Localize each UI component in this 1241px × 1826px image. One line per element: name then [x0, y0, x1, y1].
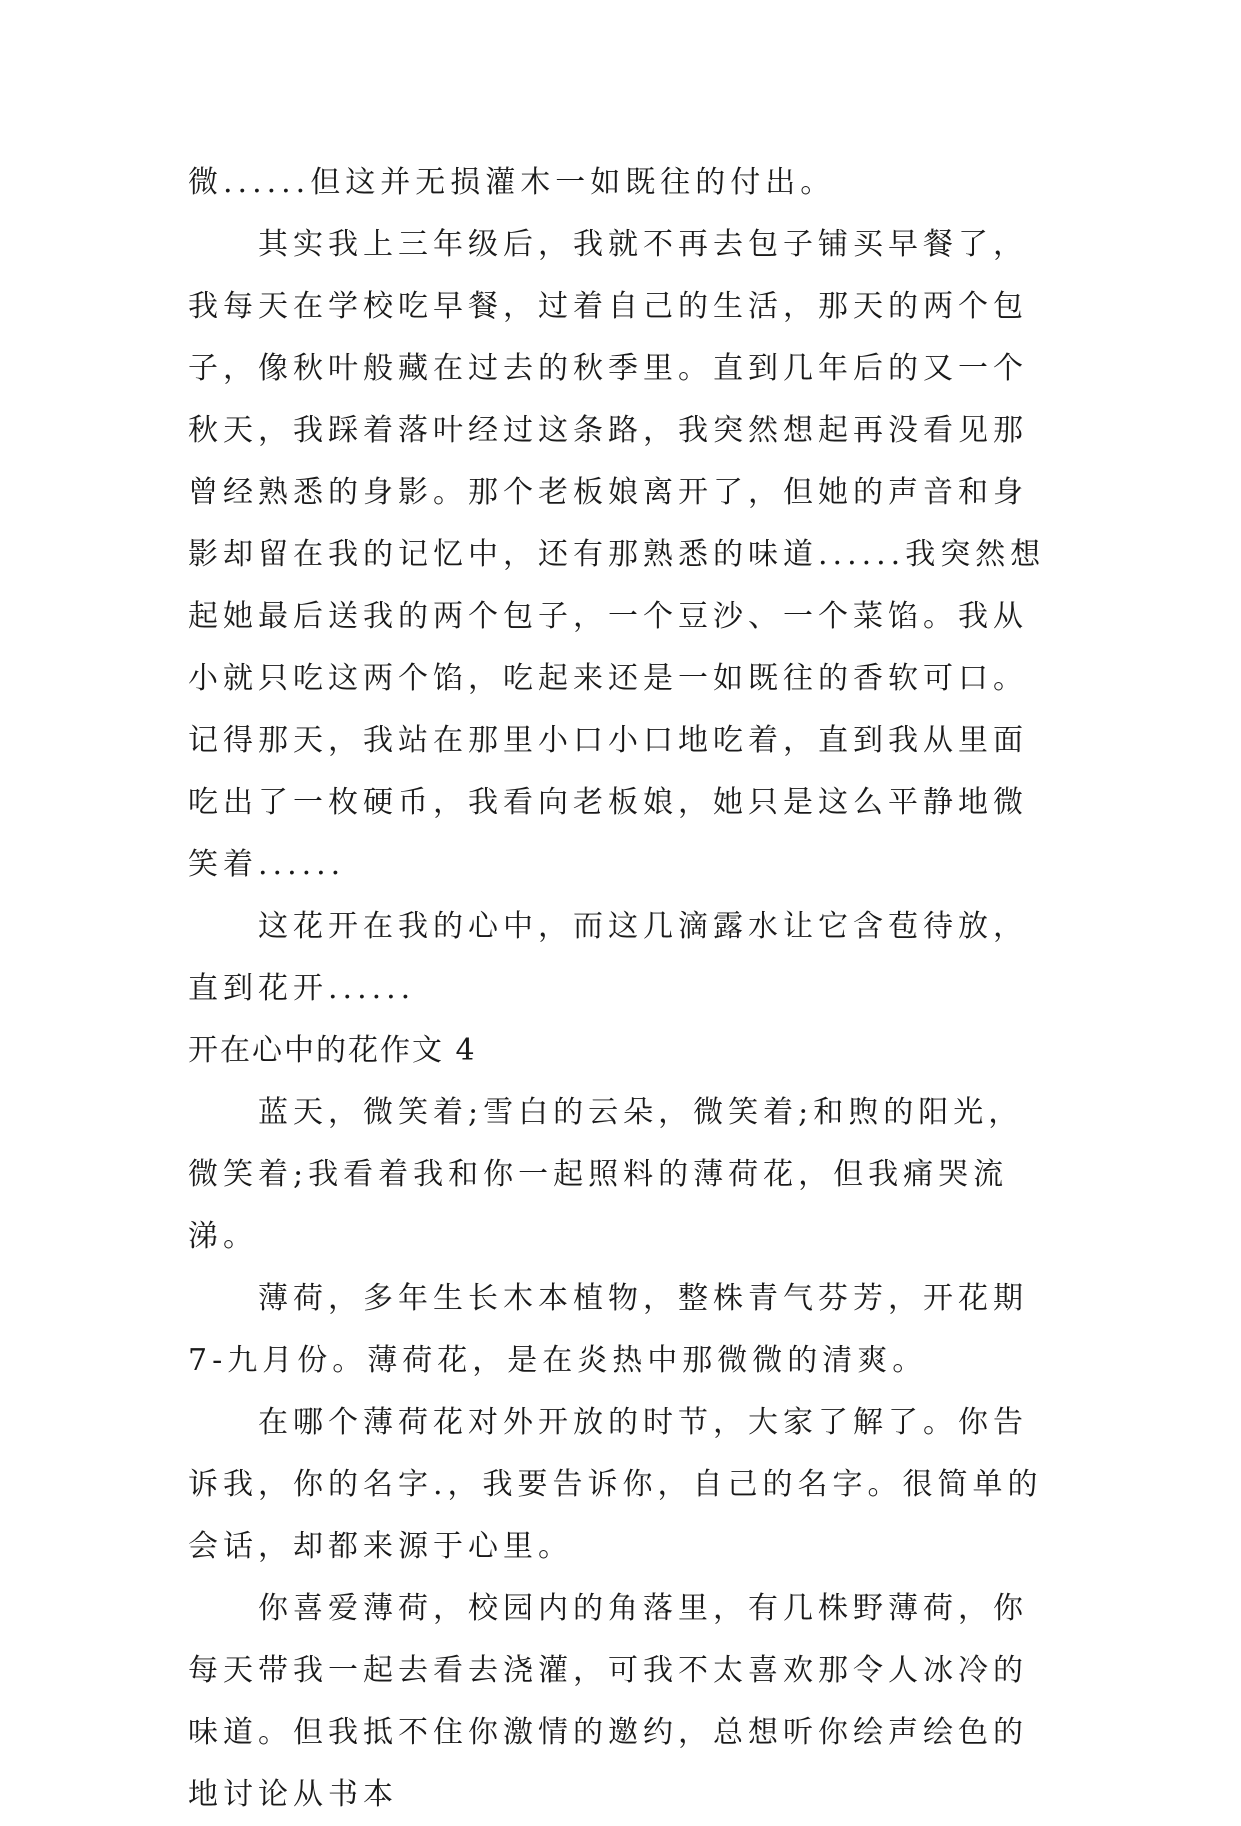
- paragraph-continuation: 微......但这并无损灌木一如既往的付出。: [188, 165, 836, 200]
- document-body: [188, 152, 1058, 1826]
- paragraph-introductions: 在哪个薄荷花对外开放的时节，大家了解了。你告诉我，你的名字.，我要告诉你，自己的名字。很简单的会话，却都来源于心里。: [188, 1405, 1043, 1564]
- paragraph-blue-sky: 蓝天，微笑着;雪白的云朵，微笑着;和煦的阳光，微笑着;我看着我和你一起照料的薄荷花，但我痛哭流涕。: [188, 1095, 1024, 1254]
- paragraph-wild-mint: 你喜爱薄荷，校园内的角落里，有几株野薄荷，你每天带我一起去看去浇灌，可我不太喜欢那令人冰冷的味道。但我抵不住你激情的邀约，总想听你绘声绘色的地讨论从书本: [188, 1591, 1028, 1812]
- paragraph-flower-bloom: 这花开在我的心中，而这几滴露水让它含苞待放，直到花开......: [188, 909, 1028, 1006]
- paragraph-breakfast-memory: 其实我上三年级后，我就不再去包子铺买早餐了，我每天在学校吃早餐，过着自己的生活，那天的两个包子，像秋叶般藏在过去的秋季里。直到几年后的又一个秋天，我踩着落叶经过这条路，我突然想起再没看见那曾经熟悉的身影。那个老板娘离开了，但她的声音和身影却留在我的记忆中，还有那熟悉的味道......我突然想起她最后送我的两个包子，一个豆沙、一个菜馅。我从小就只吃这两个馅，吃起来还是一如既往的香软可口。记得那天，我站在那里小口小口地吃着，直到我从里面吃出了一枚硬币，我看向老板娘，她只是这么平静地微笑着......: [188, 227, 1046, 882]
- essay-title-4: 开在心中的花作文 4: [188, 1033, 477, 1068]
- paragraph-mint-description: 薄荷，多年生长木本植物，整株青气芬芳，开花期 7-九月份。薄荷花，是在炎热中那微微的清爽。: [188, 1281, 1028, 1378]
